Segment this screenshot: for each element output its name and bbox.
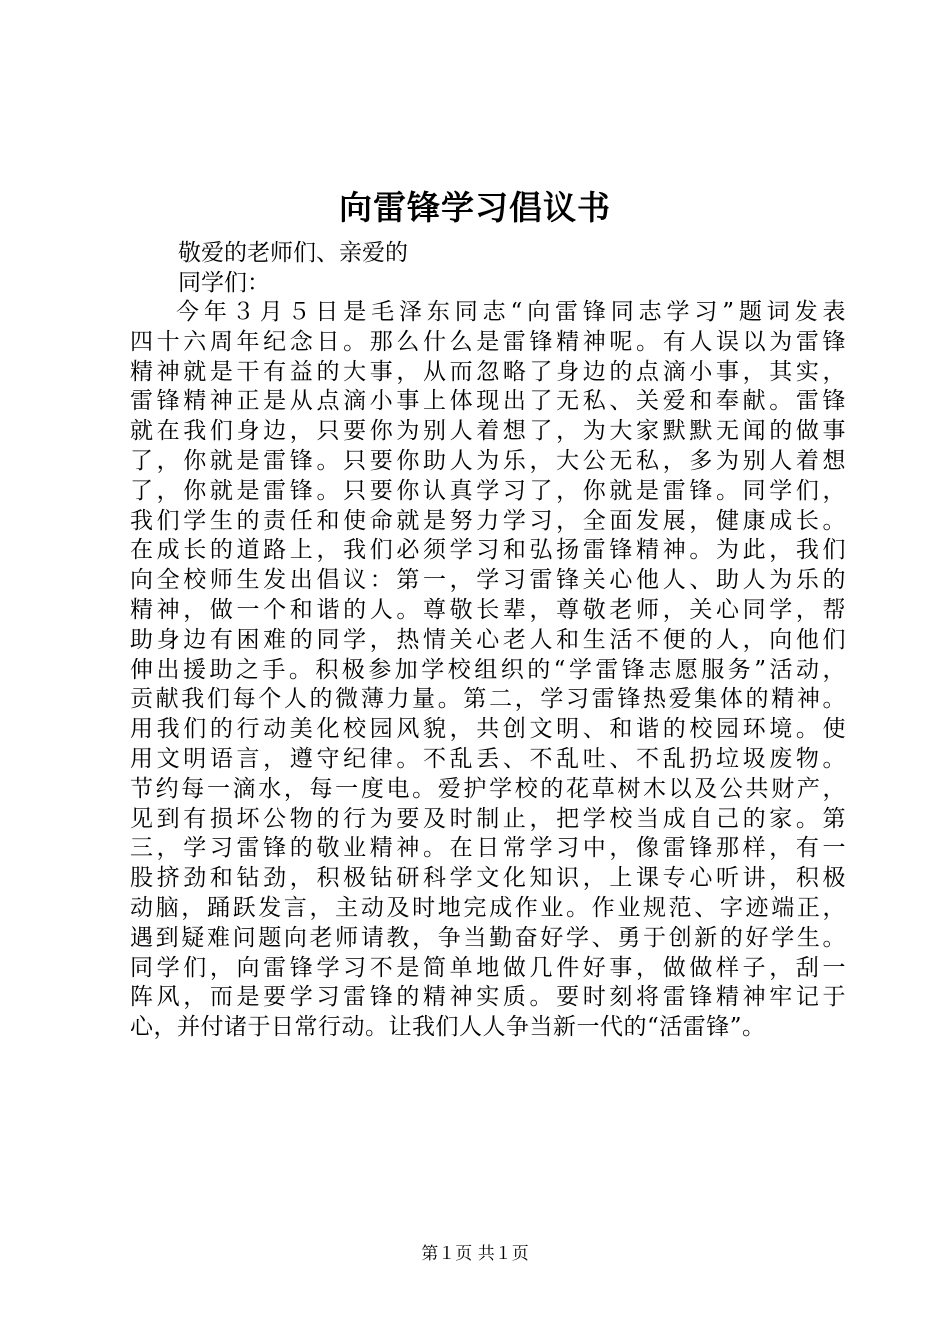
body-line: 见到有损坏公物的行为要及时制止，把学校当成自己的家。第 [130, 805, 846, 832]
body-line: 贡献我们每个人的微薄力量。第二，学习雷锋热爱集体的精神。 [130, 686, 846, 713]
body-line: 用我们的行动美化校园风貌，共创文明、和谐的校园环境。使 [130, 716, 846, 743]
body-line: 了，你就是雷锋。只要你助人为乐，大公无私，多为别人着想 [130, 447, 846, 474]
body-line: 阵风，而是要学习雷锋的精神实质。要时刻将雷锋精神牢记于 [130, 984, 846, 1011]
body-paragraph [130, 298, 846, 1043]
document-title: 向雷锋学习倡议书 [339, 188, 611, 227]
body-line: 伸出援助之手。积极参加学校组织的“学雷锋志愿服务”活动， [130, 656, 846, 683]
body-line: 心，并付诸于日常行动。让我们人人争当新一代的“活雷锋”。 [130, 1014, 766, 1041]
salutation-line: 同学们： [178, 270, 270, 296]
body-line: 遇到疑难问题向老师请教，争当勤奋好学、勇于创新的好学生。 [130, 924, 846, 951]
body-line: 用文明语言，遵守纪律。不乱丢、不乱吐、不乱扔垃圾废物。 [130, 745, 846, 772]
salutation-line: 敬爱的老师们、亲爱的 [178, 240, 408, 266]
body-line: 今年３月５日是毛泽东同志“向雷锋同志学习”题词发表 [176, 299, 846, 325]
body-line: 精神，做一个和谐的人。尊敬长辈，尊敬老师，关心同学，帮 [130, 596, 846, 623]
body-line: 同学们，向雷锋学习不是简单地做几件好事，做做样子，刮一 [130, 954, 846, 981]
body-line: 动脑，踊跃发言，主动及时地完成作业。作业规范、字迹端正， [130, 894, 846, 921]
body-line: 我们学生的责任和使命就是努力学习，全面发展，健康成长。 [130, 507, 846, 534]
body-line: 三，学习雷锋的敬业精神。在日常学习中，像雷锋那样，有一 [130, 835, 846, 862]
body-line: 助身边有困难的同学，热情关心老人和生活不便的人，向他们 [130, 626, 846, 653]
body-line: 股挤劲和钻劲，积极钻研科学文化知识，上课专心听讲，积极 [130, 865, 846, 892]
body-line: 在成长的道路上，我们必须学习和弘扬雷锋精神。为此，我们 [130, 537, 846, 564]
body-line: 就在我们身边，只要你为别人着想了，为大家默默无闻的做事 [130, 418, 846, 445]
body-line: 节约每一滴水，每一度电。爱护学校的花草树木以及公共财产， [130, 775, 846, 802]
page-number-footer: 第１页 共１页 [421, 1244, 529, 1264]
body-line: 了，你就是雷锋。只要你认真学习了，你就是雷锋。同学们， [130, 477, 846, 504]
body-line: 雷锋精神正是从点滴小事上体现出了无私、关爱和奉献。雷锋 [130, 388, 846, 415]
body-line: 向全校师生发出倡议：第一，学习雷锋关心他人、助人为乐的 [130, 567, 846, 594]
body-line: 四十六周年纪念日。那么什么是雷锋精神呢。有人误以为雷锋 [130, 328, 846, 355]
body-line: 精神就是干有益的大事，从而忽略了身边的点滴小事，其实， [130, 358, 846, 385]
